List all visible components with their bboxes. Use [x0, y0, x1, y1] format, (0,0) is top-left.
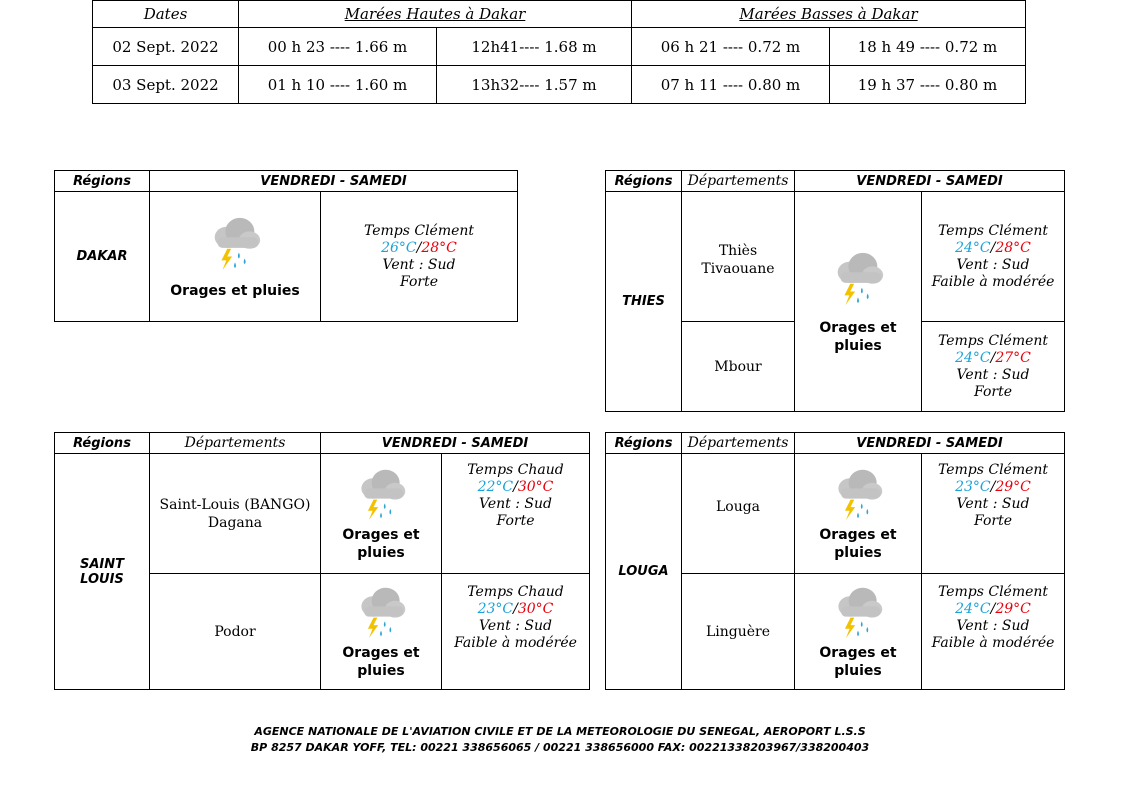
- weather-label: Orages et pluies: [819, 644, 897, 679]
- weather-label: Orages et pluies: [819, 526, 897, 561]
- region-dakar: DAKAR: [55, 192, 150, 322]
- header-departements: Départements: [682, 171, 795, 192]
- header-departements: Départements: [682, 433, 795, 454]
- louga-forecast-2: [922, 574, 1065, 690]
- forecast-strength: Faible à modérée: [454, 635, 577, 651]
- header-period: VENDREDI - SAMEDI: [795, 433, 1065, 454]
- tide-low-2: 19 h 37 ---- 0.80 m: [830, 66, 1026, 104]
- temp-max: 27°C: [995, 349, 1031, 366]
- weather-label: Orages et pluies: [342, 526, 420, 561]
- temp-max: 30°C: [517, 601, 554, 617]
- forecast-wind: Vent : Sud: [479, 496, 552, 512]
- forecast-condition: Temps Clément: [937, 222, 1049, 239]
- storm-rain-cloud-icon: [353, 584, 409, 640]
- dakar-forecast: [321, 192, 518, 322]
- louga-table: [605, 432, 1065, 690]
- header-period: VENDREDI - SAMEDI: [795, 171, 1065, 192]
- weather-label: Orages et pluies: [342, 644, 420, 679]
- sl-forecast-2: [442, 574, 590, 690]
- temp-max: 30°C: [517, 479, 554, 495]
- storm-rain-cloud-icon: [830, 584, 886, 640]
- header-regions: Régions: [55, 433, 150, 454]
- temp-min: 23°C: [477, 601, 514, 617]
- sl-weather-cell-1: [321, 454, 442, 574]
- dakar-weather-cell: [150, 192, 321, 322]
- tide-low-1: 06 h 21 ---- 0.72 m: [632, 28, 830, 66]
- forecast-wind: Vent : Sud: [956, 366, 1030, 383]
- tide-high-1: 00 h 23 ---- 1.66 m: [239, 28, 437, 66]
- tides-header-dates: Dates: [93, 1, 239, 28]
- forecast-condition: Temps Chaud: [467, 462, 564, 478]
- louga-weather-cell-1: [795, 454, 922, 574]
- tides-header-high: Marées Hautes à Dakar: [239, 1, 632, 28]
- dept-saint-louis-dagana: [150, 454, 321, 574]
- louga-weather-cell-2: [795, 574, 922, 690]
- forecast-wind: Vent : Sud: [956, 256, 1030, 273]
- tide-low-2: 18 h 49 ---- 0.72 m: [830, 28, 1026, 66]
- dept-name: Thiès: [718, 243, 758, 259]
- tide-low-1: 07 h 11 ---- 0.80 m: [632, 66, 830, 104]
- storm-rain-cloud-icon: [206, 214, 264, 272]
- thies-weather-cell: [795, 192, 922, 412]
- temp-max: 29°C: [995, 479, 1031, 495]
- tide-high-1: 01 h 10 ---- 1.60 m: [239, 66, 437, 104]
- temp-min: 22°C: [477, 479, 514, 495]
- header-departements: Départements: [150, 433, 321, 454]
- footer-line-2: BP 8257 DAKAR YOFF, TEL: 00221 338656065 / 00221 338656000 FAX: 00221338203967/338200403: [250, 741, 870, 754]
- weather-label: Orages et pluies: [819, 319, 897, 354]
- temp-max: 28°C: [995, 239, 1031, 256]
- forecast-wind: Vent : Sud: [382, 256, 456, 273]
- temp-min: 24°C: [955, 349, 991, 366]
- forecast-temps: 23°C/30°C: [477, 601, 554, 617]
- dept-louga: Louga: [682, 454, 795, 574]
- storm-rain-cloud-icon: [829, 249, 887, 307]
- dept-linguere: Linguère: [682, 574, 795, 690]
- forecast-temps: 24°C/28°C: [955, 239, 1031, 256]
- tide-high-2: 13h32---- 1.57 m: [437, 66, 632, 104]
- weather-label: Orages et pluies: [170, 282, 300, 299]
- tide-high-2: 12h41---- 1.68 m: [437, 28, 632, 66]
- sl-forecast-1: [442, 454, 590, 574]
- temp-min: 24°C: [955, 239, 991, 256]
- tides-row: [93, 28, 1026, 66]
- forecast-temps: 26°C/28°C: [381, 239, 457, 256]
- forecast-temps: 24°C/29°C: [955, 601, 1031, 617]
- region-louga: LOUGA: [606, 454, 682, 690]
- louga-forecast-1: [922, 454, 1065, 574]
- temp-max: 28°C: [421, 239, 457, 256]
- header-period: VENDREDI - SAMEDI: [321, 433, 590, 454]
- region-thies: THIES: [606, 192, 682, 412]
- forecast-wind: Vent : Sud: [479, 618, 552, 634]
- forecast-condition: Temps Clément: [937, 584, 1049, 600]
- forecast-wind: Vent : Sud: [956, 496, 1030, 512]
- storm-rain-cloud-icon: [353, 466, 409, 522]
- forecast-strength: Forte: [974, 513, 1012, 529]
- forecast-strength: Forte: [496, 513, 535, 529]
- header-period: VENDREDI - SAMEDI: [150, 171, 518, 192]
- temp-min: 23°C: [955, 479, 991, 495]
- forecast-temps: 22°C/30°C: [477, 479, 554, 495]
- temp-max: 29°C: [995, 601, 1031, 617]
- temp-min: 26°C: [381, 239, 417, 256]
- thies-table: [605, 170, 1065, 412]
- forecast-condition: Temps Clément: [937, 462, 1049, 478]
- thies-forecast-2: [922, 322, 1065, 412]
- forecast-wind: Vent : Sud: [956, 618, 1030, 634]
- forecast-strength: Forte: [400, 273, 438, 290]
- dept-name: Saint-Louis (BANGO): [159, 496, 311, 513]
- tides-row: [93, 66, 1026, 104]
- saint-louis-table: [54, 432, 590, 690]
- tides-table: [92, 0, 1026, 104]
- header-regions: Régions: [606, 171, 682, 192]
- temp-min: 24°C: [955, 601, 991, 617]
- dept-name: Tivaouane: [701, 261, 775, 277]
- forecast-condition: Temps Clément: [363, 222, 475, 239]
- dept-name: Dagana: [207, 514, 263, 531]
- forecast-strength: Forte: [974, 383, 1012, 400]
- tide-date: 03 Sept. 2022: [93, 66, 239, 104]
- dept-thies-tivaouane: [682, 192, 795, 322]
- sl-weather-cell-2: [321, 574, 442, 690]
- dept-mbour: Mbour: [682, 322, 795, 412]
- dept-podor: Podor: [150, 574, 321, 690]
- forecast-condition: Temps Clément: [937, 332, 1049, 349]
- header-regions: Régions: [606, 433, 682, 454]
- tide-date: 02 Sept. 2022: [93, 28, 239, 66]
- forecast-condition: Temps Chaud: [467, 584, 564, 600]
- thies-forecast-1: [922, 192, 1065, 322]
- header-regions: Régions: [55, 171, 150, 192]
- forecast-strength: Faible à modérée: [931, 635, 1055, 651]
- forecast-strength: Faible à modérée: [931, 273, 1055, 290]
- footer: [150, 724, 970, 756]
- footer-line-1: AGENCE NATIONALE DE L'AVIATION CIVILE ET DE LA METEOROLOGIE DU SENEGAL, AEROPORT L.S.S: [254, 725, 866, 738]
- tides-header-low: Marées Basses à Dakar: [632, 1, 1026, 28]
- dakar-table: [54, 170, 518, 322]
- forecast-temps: 23°C/29°C: [955, 479, 1031, 495]
- forecast-temps: 24°C/27°C: [955, 349, 1031, 366]
- storm-rain-cloud-icon: [830, 466, 886, 522]
- region-saint-louis: SAINT LOUIS: [55, 454, 150, 690]
